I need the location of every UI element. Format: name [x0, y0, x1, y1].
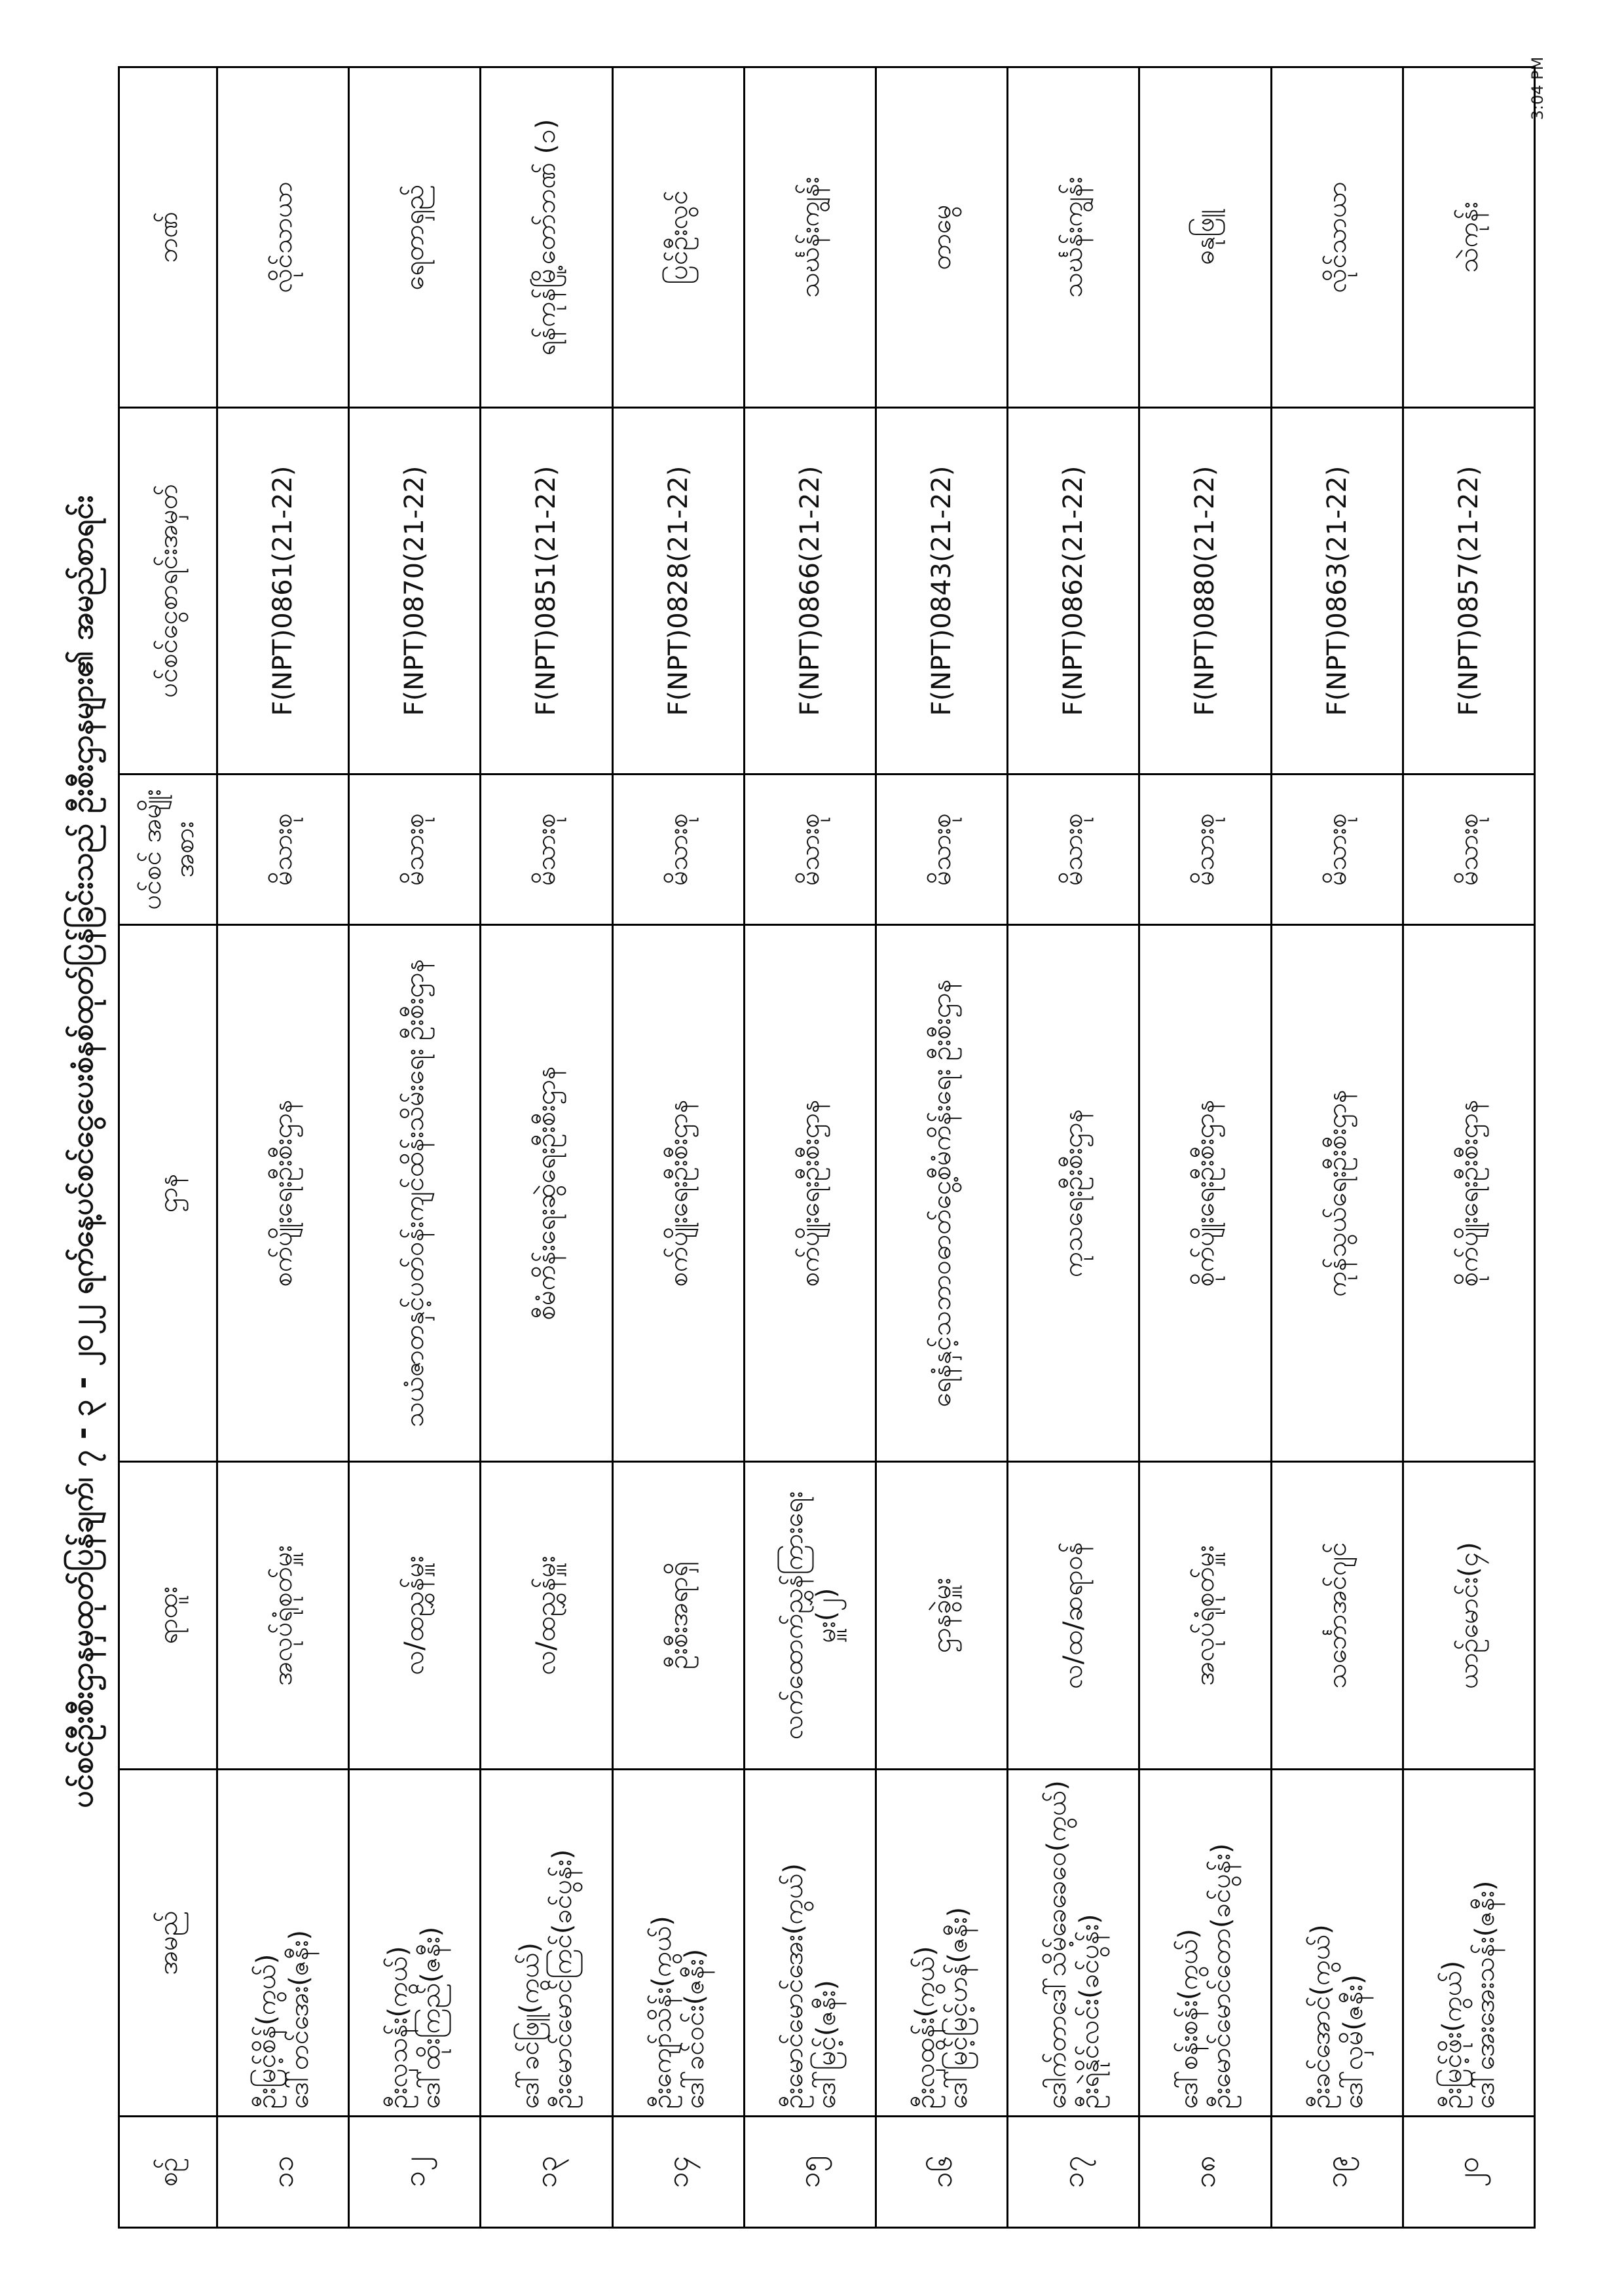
table-row [1271, 67, 1403, 2228]
row-name [1008, 1770, 1139, 2117]
beneficiary-name: ဦးမောင်မောင်တော(ခင်ပွန်း) [1206, 1843, 1237, 2109]
row-rank: ဌာနခွဲမှူး [876, 1462, 1007, 1770]
row-name [744, 1770, 876, 2117]
row-rank: လ/ထ/ဆရာဝန် [1008, 1462, 1139, 1770]
row-department: ရေနံနှင့်သဘာဝဓာတ်ငွေ့စီမံကိန်းရေး ဦးစီးဌာန [876, 925, 1007, 1462]
table-row [744, 67, 876, 2228]
page-title: ပင်စင်ဦးစီးဌာနမှထုတ်ပြန်ချက်၊ ၇ - ၃ - ၂၀၂၂ ရက်နေ့ပင်စင်ငွေပေးစံနစ်ထုတ်ပြန်ခြင်းသည် ဦးစီးဌာနများ၏ အမည်စာရင်း [64, 495, 100, 1808]
deceased-name: ဦးမြင့်စိန်(ကွယ်) [251, 1954, 282, 2109]
row-rank: လက်ထောက်ညွှန်ကြားရေးမှူး(၂) [744, 1462, 876, 1770]
row-no: ၁၈ [1139, 2117, 1271, 2228]
row-pension-type: မိသားစု [217, 774, 349, 925]
row-pension-type: မိသားစု [612, 774, 744, 925]
row-bank: လိုင်သာယာ [217, 67, 349, 408]
row-pension-type: မိသားစု [1271, 774, 1403, 925]
row-rank: လ/ထညွှန်မှူး [481, 1462, 612, 1770]
row-department: စိုက်ပျိုးရေးဦးစီးဌာန [1403, 925, 1534, 1462]
beneficiary-name: ဒေါ်လှမိ(ဇနီး) [1338, 1974, 1369, 2109]
timestamp-text: 3:04 PM [1528, 56, 1547, 120]
table-row [612, 67, 744, 2228]
row-account: F(NPT)0880(21-22) [1139, 408, 1271, 774]
row-account: F(NPT)0843(21-22) [876, 408, 1007, 774]
row-pension-type: မိသားစု [744, 774, 876, 925]
row-name [612, 1770, 744, 2117]
row-no: ၁၉ [1271, 2117, 1403, 2228]
col-header-bank: ဘဏ် [119, 67, 217, 408]
row-account: F(NPT)0862(21-22) [1008, 408, 1139, 774]
row-pension-type: မိသားစု [349, 774, 481, 925]
row-bank: ရေတာရှည် [349, 67, 481, 408]
row-bank: ဓနုဖြူ [1139, 67, 1271, 408]
table-header-row [119, 67, 217, 2228]
row-account: F(NPT)0870(21-22) [349, 408, 481, 774]
row-bank: ရန်ကုန်မြို့တော်ဘဏ် (၁) [481, 67, 612, 408]
row-name [1271, 1770, 1403, 2117]
row-bank: သဲကုန်း [1403, 67, 1534, 408]
row-department: စက်ပျိုးရေးဦးစီးဌာန [612, 925, 744, 1462]
row-bank: တာမွေ [876, 67, 1007, 408]
beneficiary-name: ဒေါ်မြင့်မြင့်ဟန်(ဇနီး) [943, 1906, 974, 2109]
table-row [217, 67, 349, 2228]
row-department: ကုသရေးဦးစီးဌာန [1008, 925, 1139, 1462]
col-header-name: အမည် [119, 1770, 217, 2117]
row-pension-type: မိသားစု [876, 774, 1007, 925]
row-account: F(NPT)0863(21-22) [1271, 408, 1403, 774]
row-no: ၁၄ [612, 2117, 744, 2228]
row-no: ၁၃ [481, 2117, 612, 2228]
row-department: စိုက်ပျိုးရေးဦးစီးဌာန [1139, 925, 1271, 1462]
row-name [349, 1770, 481, 2117]
table-row [876, 67, 1007, 2228]
row-no: ၁၆ [876, 2117, 1007, 2228]
row-name [876, 1770, 1007, 2117]
row-account: F(NPT)0828(21-22) [612, 408, 744, 774]
beneficiary-name: ဦးမောင်မောင်ကြင်(ခင်ပွန်း) [547, 1849, 578, 2109]
row-pension-type: မိသားစု [1008, 774, 1139, 925]
table-row [349, 67, 481, 2228]
pension-table [118, 66, 1536, 2229]
row-department: စီမံကိန်းရေးဆွဲရေးဦးစီးဌာန [481, 925, 612, 1462]
row-no: ၂၀ [1403, 2117, 1534, 2228]
row-pension-type: မိသားစု [1139, 774, 1271, 925]
row-pension-type: မိသားစု [1403, 774, 1534, 925]
beneficiary-name: ဦးရဲနိုင်လင်း(ခင်ပွန်း) [1075, 1914, 1105, 2109]
beneficiary-name: ဒေါ်အေးအေးသန်း(ဇနီး) [1469, 1880, 1500, 2109]
col-header-account: ပင်စင်ငွေစာရင်းအမှတ် [119, 408, 217, 774]
row-account: F(NPT)0866(21-22) [744, 408, 876, 774]
deceased-name: ဒေါက်တာဒေါ်သိမ့်ခေခေဝေ(ကွယ်) [1042, 1780, 1073, 2109]
table-row [1403, 67, 1534, 2228]
row-name [481, 1770, 612, 2117]
table-row [1139, 67, 1271, 2228]
row-name [217, 1770, 349, 2117]
col-header-pension-type: ပင်စင် အမျိုးအစား [119, 774, 217, 925]
deceased-name: ဦးလှထွန်း(ကွယ်) [910, 1946, 941, 2109]
row-rank: လ/ထညွှန်မှူး [349, 1462, 481, 1770]
row-department: စက်ပျိုးရေးဦးစီးဌာန [744, 925, 876, 1462]
row-bank: သင်္ဃန်းကျွန်း [1008, 67, 1139, 408]
row-no: ၁၅ [744, 2117, 876, 2228]
row-account: F(NPT)0851(21-22) [481, 408, 612, 774]
deceased-name: ဦးမောင်မောင်အေး(ကွယ်) [778, 1863, 809, 2109]
row-no: ၁၂ [349, 2117, 481, 2228]
col-header-department: ဌာန [119, 925, 217, 1462]
document-page [59, 55, 1545, 2248]
beneficiary-name: ဒေါ်မြင့်(ဇနီး) [811, 1980, 841, 2109]
deceased-name: ဒေါ်စန်းစန်း(ကွယ်) [1173, 1929, 1204, 2109]
row-account: F(NPT)0857(21-22) [1403, 408, 1534, 774]
col-header-rank: ရာထူး [119, 1462, 217, 1770]
deceased-name: ဒေါ်ခင်ဖြူ(ကွယ်) [515, 1942, 545, 2109]
deceased-name: ဦးလှသန်း(ကွယ်) [383, 1946, 414, 2109]
row-rank: ယာဉ်မောင်း(၄) [1403, 1462, 1534, 1770]
row-department: စက်ပျိုးရေးဦးစီးဌာန [217, 925, 349, 1462]
deceased-name: ဦးကျော်သိန်း(ကွယ်) [646, 1916, 677, 2109]
row-account: F(NPT)0861(21-22) [217, 408, 349, 774]
row-name [1139, 1770, 1271, 2117]
row-pension-type: မိသားစု [481, 774, 612, 925]
row-bank: ပြင်ဦးလွင် [612, 67, 744, 408]
beneficiary-name: ဒေါ်ထိုးကြည်(ဇနီး) [416, 1926, 447, 2109]
row-no: ၁၁ [217, 2117, 349, 2228]
row-bank: လိုင်သာယာ [1271, 67, 1403, 408]
row-rank: အလုပ်ရုံစုတ်မှူး [217, 1462, 349, 1770]
beneficiary-name: ဒေါ်တင်အေး(ဇနီး) [284, 1929, 315, 2109]
deceased-name: ဦးမြင့်ဖိုး(ကွယ်) [1437, 1960, 1467, 2109]
row-department: ကုန်သွယ်ရေးဦးစီးဌာန [1271, 925, 1403, 1462]
row-no: ၁၇ [1008, 2117, 1139, 2228]
deceased-name: ဦးခင်အောင်(ကွယ်) [1305, 1924, 1336, 2109]
row-rank: သင်္ဘောအင်ဂျင် [1271, 1462, 1403, 1770]
beneficiary-name: ဒေါ်ခင်ဝင်း(ဇနီး) [679, 1948, 710, 2109]
row-rank: ဦးစီးအရာရှိ [612, 1462, 744, 1770]
row-name [1403, 1770, 1534, 2117]
col-header-no: စဉ် [119, 2117, 217, 2228]
table-row [1008, 67, 1139, 2228]
row-department: သယံဇာတနှင့်ပတ်ဝန်းကျင်ထိန်းသိမ်းရေး ဦးစီးဌာန [349, 925, 481, 1462]
row-rank: အလုပ်ရုံစုတ်မှူး [1139, 1462, 1271, 1770]
row-bank: သင်္ဃန်းကျွန်း [744, 67, 876, 408]
table-row [481, 67, 612, 2228]
